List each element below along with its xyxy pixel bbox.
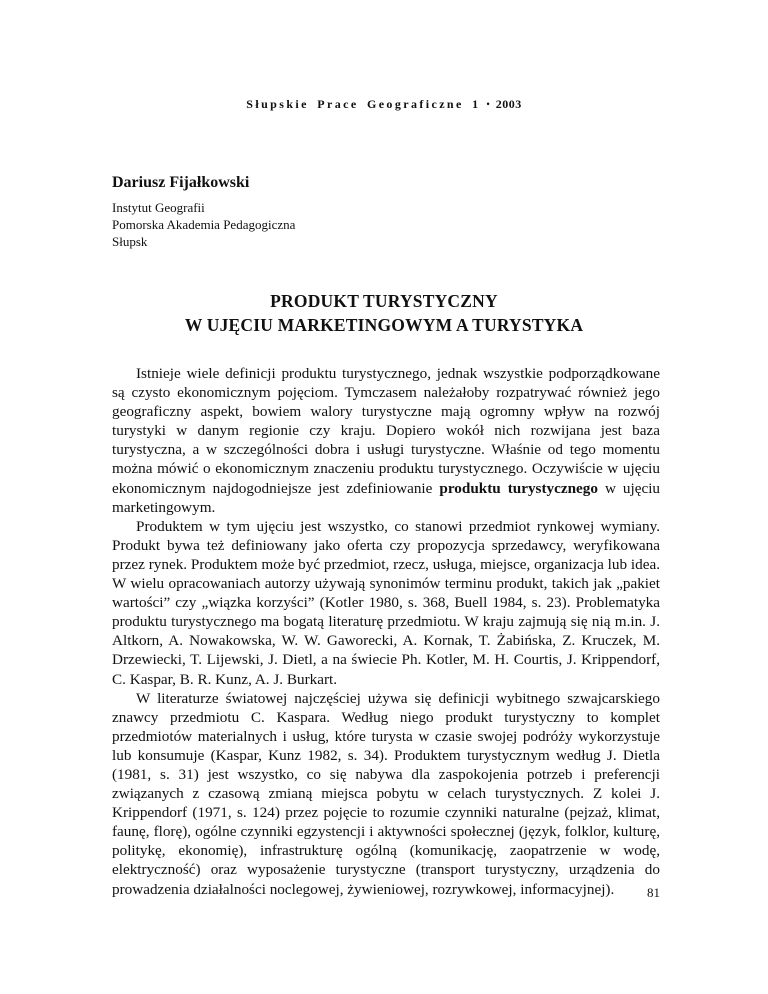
paragraph-3: W literaturze światowej najczęściej używa się definicji wybitnego szwajcarskiego znawcy przedmiotu C. Kaspara. Według niego produkt turystyczny to komplet przedmiotów materialnych i usług, które turysta w czasie swojej podróży wykorzystuje lub konsumuje (Kaspar, Kunz 1982, s. 34). Produktem turystycznym według J. Dietla (1981, s. 31) jest wszystko, co się nabywa dla zaspokojenia potrzeb i preferencji związanych z czasową zmianą miejsca pobytu w celach turystycznych. Z kolei J. Krippendorf (1971, s. 124) przez pojęcie to rozumie czynniki naturalne (pejzaż, klimat, faunę, florę), ogólne czynniki egzystencji i aktywności społecznej (język, folklor, kulturę, politykę, ekonomię), infrastrukturę ogólną (komunikację, zaopatrzenie w wodę, elektryczność) oraz wyposażenie turystyczne (transport turystyczny, urządzenia do prowadzenia działalności noclegowej, żywieniowej, rozrywkowej, informacyjnej).: [112, 689, 660, 898]
author-name: Dariusz Fijałkowski: [112, 174, 250, 191]
affiliation-university: Pomorska Akademia Pedagogiczna: [112, 217, 296, 232]
bullet-separator: •: [486, 99, 490, 109]
affiliation-institute: Instytut Geografii: [112, 200, 205, 215]
paragraph-2: Produktem w tym ujęciu jest wszystko, co stanowi przedmiot rynkowej wymiany. Produkt bywa też definiowany jako oferta czy propozycja sprzedawcy, weryfikowana przez rynek. Produktem może być przedmiot, rzecz, usługa, miejsce, organizacja lub idea. W wielu opracowaniach autorzy używają synonimów terminu produkt, takich jak „pakiet wartości” czy „wiązka korzyści” (Kotler 1980, s. 368, Buell 1984, s. 23). Problematyka produktu turystycznego ma bogatą literaturę przedmiotu. W kraju zajmują się nią m.in. J. Altkorn, A. Nowakowska, W. W. Gaworecki, A. Kornak, T. Żabińska, Z. Kruczek, M. Drzewiecki, T. Lijewski, J. Dietl, a na świecie Ph. Kotler, M. H. Courtis, J. Krippendorf, C. Kaspar, B. R. Kunz, A. J. Burkart.: [112, 517, 660, 688]
author-block: [112, 173, 672, 250]
paragraph-1-text-end: w ujęciu marketingowym.: [112, 479, 661, 516]
article-body: [112, 364, 660, 899]
affiliation-city: Słupsk: [112, 234, 148, 249]
journal-year: 2003: [495, 97, 522, 111]
page-number: 81: [647, 885, 660, 900]
running-head: [0, 97, 768, 112]
paragraph-1-bold-term: produktu turystycznego: [439, 479, 598, 497]
journal-name: Słupskie Prace Geograficzne 1: [246, 97, 481, 111]
article-title-line-1: PRODUKT TURYSTYCZNY: [270, 291, 498, 311]
article-title: [0, 289, 768, 337]
paragraph-1-text: Istnieje wiele definicji produktu turystycznego, jednak wszystkie podporządkowane są czysto ekonomicznym pojęciom. Tymczasem należałoby rozpatrywać również jego geograficzny aspekt, bowiem walory turystyczne mają ogromny wpływ na rozwój turystyki w danym regionie czy kraju. Dopiero wokół nich rozwijana jest baza turystyczna, a w szczególności dobra i usługi turystyczne. Właśnie od tego momentu można mówić o ekonomicznym znaczeniu produktu turystycznego. Oczywiście w ujęciu ekonomicznym najdogodniejsze jest zdefiniowanie: [112, 365, 660, 497]
article-title-line-2: W UJĘCIU MARKETINGOWYM A TURYSTYKA: [184, 315, 584, 335]
paragraph-1: [112, 364, 660, 517]
